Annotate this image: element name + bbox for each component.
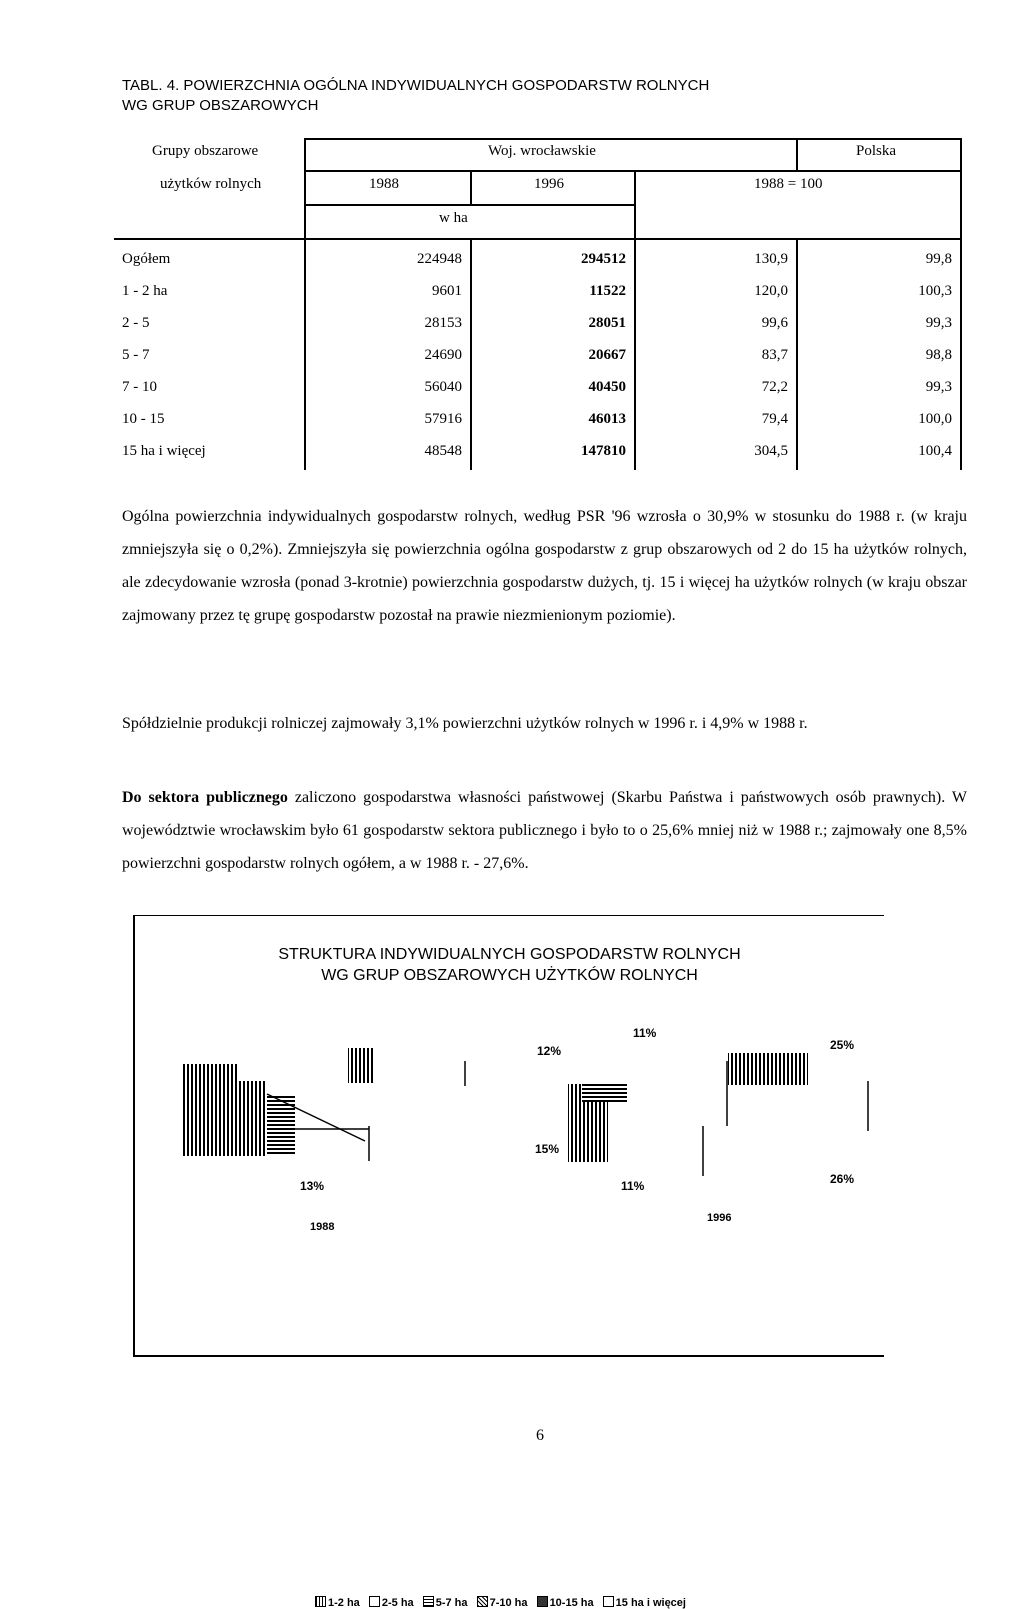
row-group-label: 2 - 5 (122, 315, 150, 331)
structure-chart (133, 915, 884, 1609)
row-group-label: 15 ha i więcej (122, 443, 206, 459)
table-rule (796, 238, 798, 470)
pie-1996-slice (582, 1084, 627, 1102)
paragraph-2-text: Spółdzielnie produkcji rolniczej zajmowały 3,1% powierzchni użytków rolnych w 1996 r. i 4,9% w 1988 r. (122, 715, 808, 732)
row-value-v1996: 28051 (588, 315, 626, 331)
legend-swatch (537, 1596, 548, 1607)
table-rule (634, 170, 636, 470)
table-rule (114, 238, 962, 240)
row-value-pl: 100,0 (918, 411, 952, 427)
row-value-v1996: 40450 (588, 379, 626, 395)
row-value-idx: 83,7 (761, 347, 788, 363)
area-table (114, 138, 962, 470)
label-1996-12: 12% (537, 1044, 562, 1058)
paragraph-1-text: Ogólna powierzchnia indywidualnych gospodarstw rolnych, według PSR '96 wzrosła o 30,9% w stosunku do 1988 r. (w kraju zmniejszyła się o 0,2%). Zmniejszyła się powierzchnia ogólna gospodarstw z grup obszarowych od 2 do 15 ha użytków rolnych, ale zdecydowanie wzrosła (ponad 3-krotnie) powierzchnia gospodarstw dużych, tj. 15 i więcej ha użytków rolnych (w kraju obszar zajmowany przez tę grupę gospodarstw pozostał na prawie niezmienionym poziomie). (122, 508, 967, 624)
chart-graphics (135, 916, 884, 1356)
table-title-line2: WG GRUP OBSZAROWYCH (122, 97, 319, 114)
table-rule (304, 138, 306, 470)
label-year-1996: 1996 (707, 1212, 732, 1224)
row-group-label: Ogółem (122, 251, 171, 267)
pie-1988 (182, 1048, 465, 1161)
row-value-pl: 100,3 (918, 283, 952, 299)
row-value-v1988: 28153 (424, 315, 462, 331)
header-group: Grupy obszarowe (152, 143, 259, 159)
row-value-idx: 79,4 (761, 411, 788, 427)
chart-title-line2: WG GRUP OBSZAROWYCH UŻYTKÓW ROLNYCH (321, 967, 698, 984)
chart-legend (315, 1596, 692, 1609)
paragraph-3-lead: Do sektora publicznego (122, 789, 288, 806)
page-number: 6 (536, 1427, 544, 1444)
header-region: Woj. wrocławskie (488, 143, 596, 159)
chart-title-line1: STRUKTURA INDYWIDUALNYCH GOSPODARSTW ROLNYCH (278, 946, 741, 963)
row-group-label: 10 - 15 (122, 411, 165, 427)
label-1996-11b: 11% (621, 1179, 645, 1193)
legend-item: 2-5 ha (369, 1597, 414, 1609)
row-value-idx: 130,9 (754, 251, 788, 267)
table-rule (960, 138, 962, 470)
row-group-label: 1 - 2 ha (122, 283, 168, 299)
legend-swatch (369, 1596, 380, 1607)
table-rule (304, 170, 962, 172)
row-value-pl: 99,3 (925, 379, 952, 395)
header-index: 1988 = 100 (754, 176, 823, 192)
row-value-pl: 98,8 (925, 347, 952, 363)
header-unit: w ha (439, 210, 468, 226)
pie-1996-slice (728, 1053, 808, 1085)
paragraph-3 (122, 781, 967, 880)
label-1996-11a: 11% (633, 1026, 657, 1040)
pie-1988-slice (267, 1094, 295, 1156)
row-value-idx: 304,5 (754, 443, 788, 459)
table-rule (304, 138, 962, 140)
header-group-sub: użytków rolnych (160, 176, 262, 192)
row-value-idx: 99,6 (761, 315, 788, 331)
legend-item: 7-10 ha (477, 1597, 528, 1609)
row-value-v1996: 20667 (588, 347, 626, 363)
row-value-v1996: 11522 (589, 283, 626, 299)
legend-item: 10-15 ha (537, 1597, 594, 1609)
paragraph-3-text: zaliczono gospodarstwa własności państwowej (Skarbu Państwa i państwowych osób prawnych). W województwie wrocławskim było 61 gospodarstw sektora publicznego i było to o 25,6% mniej niż w 1988 r.; zajmowały one 8,5% powierzchni gospodarstw rolnych ogółem, a w 1988 r. - 27,6%. (122, 789, 968, 872)
row-value-v1988: 48548 (424, 443, 462, 459)
label-1996-26: 26% (830, 1172, 855, 1186)
row-value-v1996: 294512 (581, 251, 626, 267)
row-group-label: 5 - 7 (122, 347, 150, 363)
legend-swatch (477, 1596, 488, 1607)
row-value-v1996: 46013 (588, 411, 626, 427)
paragraph-1 (122, 500, 967, 632)
paragraph-2 (122, 707, 967, 740)
row-value-idx: 120,0 (754, 283, 788, 299)
legend-item: 15 ha i więcej (603, 1597, 686, 1609)
table-title-line1: TABL. 4. POWIERZCHNIA OGÓLNA INDYWIDUALNYCH GOSPODARSTW ROLNYCH (122, 77, 710, 94)
label-1988-13: 13% (300, 1179, 325, 1193)
header-1996: 1996 (534, 176, 564, 192)
row-value-pl: 99,3 (925, 315, 952, 331)
pie-1988-slice (348, 1048, 373, 1083)
legend-swatch (603, 1596, 614, 1607)
row-value-v1988: 57916 (424, 411, 462, 427)
legend-item: 5-7 ha (423, 1597, 468, 1609)
legend-swatch (423, 1596, 434, 1607)
row-value-v1996: 147810 (581, 443, 626, 459)
header-country: Polska (856, 143, 897, 159)
legend-item: 1-2 ha (315, 1597, 360, 1609)
table-rule (470, 170, 472, 204)
label-1996-25: 25% (830, 1038, 855, 1052)
row-value-v1988: 224948 (417, 251, 462, 267)
row-value-v1988: 24690 (424, 347, 462, 363)
row-value-pl: 100,4 (918, 443, 952, 459)
label-1996-15: 15% (535, 1142, 560, 1156)
row-value-v1988: 9601 (432, 283, 462, 299)
table-rule (796, 138, 798, 170)
pie-1996 (568, 1053, 868, 1176)
pie-1988-slice (237, 1081, 267, 1156)
table-rule (470, 238, 472, 470)
table-title (122, 76, 709, 116)
pie-1988-slice (182, 1064, 237, 1156)
table-rule (304, 204, 634, 206)
label-year-1988: 1988 (310, 1221, 335, 1233)
row-value-v1988: 56040 (424, 379, 462, 395)
header-1988: 1988 (369, 176, 399, 192)
legend-swatch (315, 1596, 326, 1607)
row-group-label: 7 - 10 (122, 379, 157, 395)
row-value-idx: 72,2 (761, 379, 788, 395)
row-value-pl: 99,8 (925, 251, 952, 267)
